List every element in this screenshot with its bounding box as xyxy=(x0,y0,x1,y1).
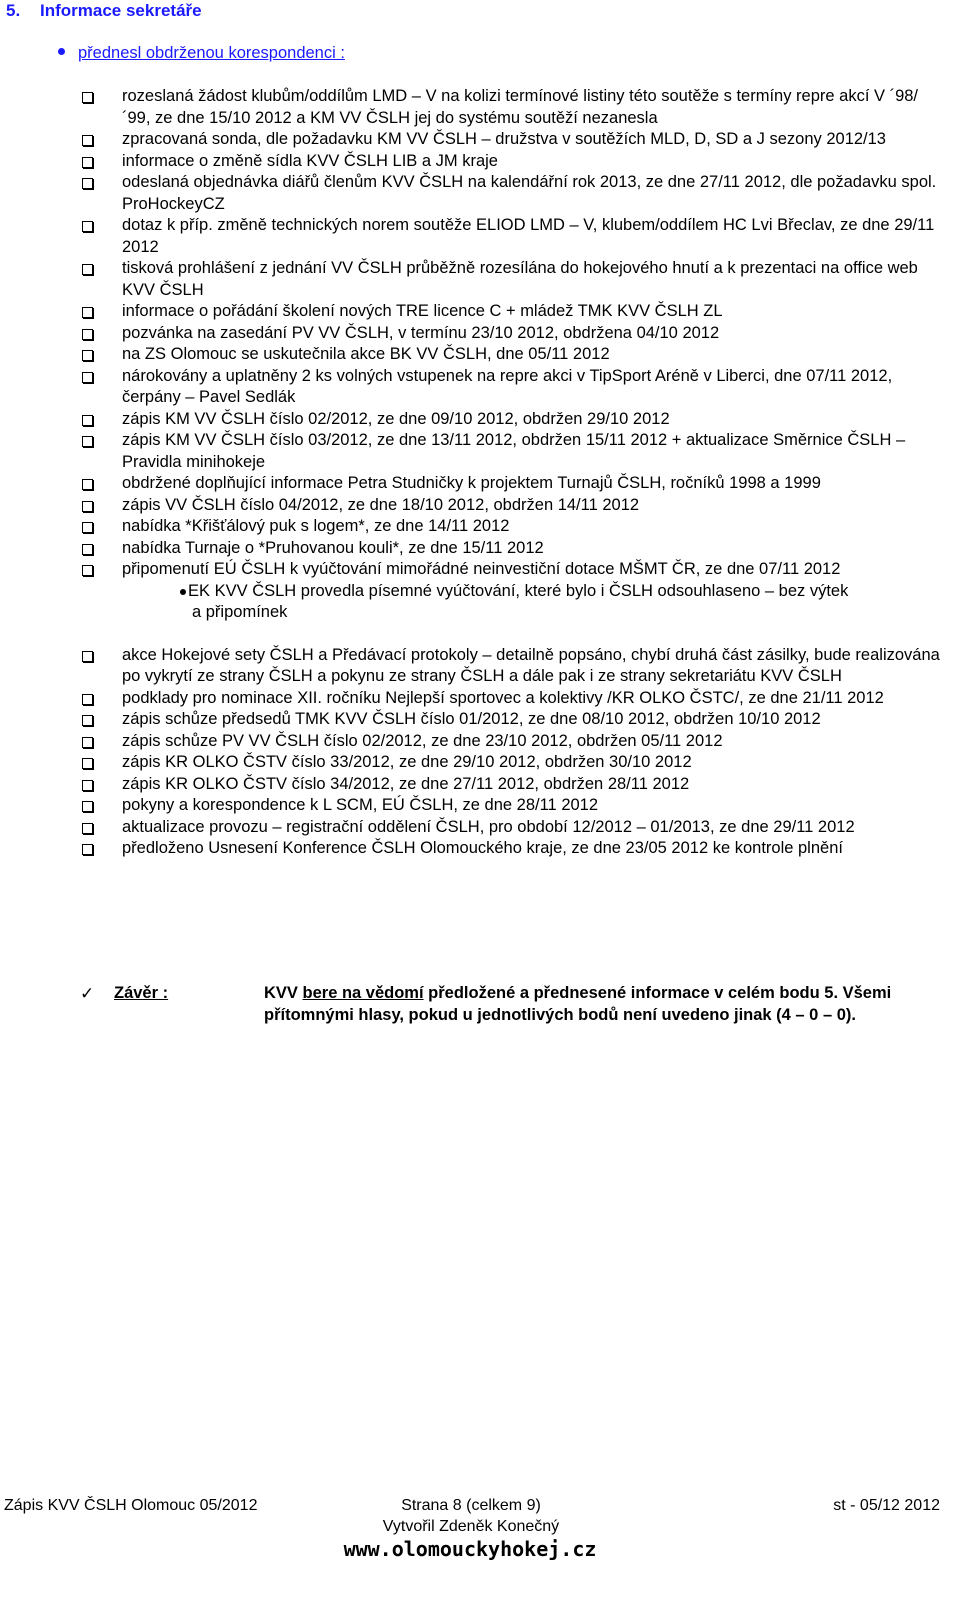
checkbox-icon xyxy=(82,823,93,834)
list-item-text: obdržené doplňující informace Petra Studničky k projektem Turnajů ČSLH, ročníků 1998 a 1999 xyxy=(122,474,821,492)
checkbox-icon xyxy=(82,221,93,232)
subheading xyxy=(58,43,345,65)
checkbox-icon xyxy=(82,715,93,726)
list-item xyxy=(80,409,940,431)
list-item-text: akce Hokejové sety ČSLH a Předávací protokoly – detailně popsáno, chybí druhá část zásilky, bude realizována po vykrytí ze strany ČSLH a pokynu ze strany ČSLH a dále pak i ze strany sekretariátu KVV ČSLH xyxy=(122,645,940,685)
conclusion-text-end: předložené a přednesené informace v celém bodu 5. Všemi přítomnými hlasy, pokud u jednotlivých bodů není uvedeno jinak (4 – 0 – 0). xyxy=(264,984,892,1024)
list-item xyxy=(80,774,940,796)
list-item xyxy=(80,151,940,173)
bullet-icon xyxy=(180,589,186,595)
sub-list-item xyxy=(122,581,940,624)
list-item-text: zápis schůze PV VV ČSLH číslo 02/2012, ze dne 23/10 2012, obdržen 05/11 2012 xyxy=(122,731,723,750)
footer-document-name: Zápis KVV ČSLH Olomouc 05/2012 xyxy=(4,1497,258,1514)
list-item-text: zápis KR OLKO ČSTV číslo 34/2012, ze dne 27/11 2012, obdržen 28/11 2012 xyxy=(122,774,690,793)
section-title xyxy=(6,0,202,22)
list-item xyxy=(80,430,940,473)
list-item-text: informace o změně sídla KVV ČSLH LIB a JM kraje xyxy=(122,151,498,170)
section-title-text: Informace sekretáře xyxy=(40,1,202,20)
list-item-text: připomenutí EÚ ČSLH k vyúčtování mimořádné neinvestiční dotace MŠMT ČR, ze dne 07/11 2012 xyxy=(122,560,841,578)
list-item-text: zápis VV ČSLH číslo 04/2012, ze dne 18/10 2012, obdržen 14/11 2012 xyxy=(122,495,640,514)
conclusion-text xyxy=(264,983,924,1026)
checkbox-icon xyxy=(82,372,93,383)
list-item xyxy=(80,258,940,301)
list-item-text: tisková prohlášení z jednání VV ČSLH průběžně rozesílána do hokejového hnutí a k prezentaci na office web KVV ČSLH xyxy=(122,259,918,299)
list-item xyxy=(80,215,940,258)
list-item xyxy=(80,559,940,624)
conclusion-label: Závěr : xyxy=(114,984,169,1002)
checkbox-icon xyxy=(82,436,93,447)
list-item xyxy=(80,731,940,753)
list-item xyxy=(80,495,940,517)
checkbox-icon xyxy=(82,135,93,146)
list-item-text: dotaz k příp. změně technických norem soutěže ELIOD LMD – V, klubem/oddílem HC Lvi Břeclav, ze dne 29/11 2012 xyxy=(122,216,935,256)
checkbox-icon xyxy=(82,565,93,576)
footer-page-number: Strana 8 (celkem 9) xyxy=(401,1497,541,1514)
list-item xyxy=(80,645,940,688)
checkbox-icon xyxy=(82,544,93,555)
checkbox-icon xyxy=(82,758,93,769)
list-item-text: podklady pro nominace XII. ročníku Nejlepší sportovec a kolektivy /KR OLKO ČSTC/, ze dne 21/11 2012 xyxy=(122,688,884,707)
checkbox-icon xyxy=(82,178,93,189)
checkbox-icon xyxy=(82,479,93,490)
list-item-text: rozeslaná žádost klubům/oddílům LMD – V na kolizi termínové listiny této soutěže s termíny repre akcí V ´98/´99, ze dne 15/10 2012 a KM VV ČSLH jej do systému soutěží nezanesla xyxy=(122,87,919,127)
checkbox-icon xyxy=(82,522,93,533)
checkbox-icon xyxy=(82,844,93,855)
list-item-text: zápis KR OLKO ČSTV číslo 33/2012, ze dne 29/10 2012, obdržen 30/10 2012 xyxy=(122,753,692,771)
list-item xyxy=(80,795,940,817)
list-item xyxy=(80,709,940,731)
checkbox-icon xyxy=(82,651,93,662)
section-number: 5. xyxy=(6,1,21,20)
list-item xyxy=(80,86,940,129)
conclusion-text-underlined: bere na vědomí xyxy=(302,984,424,1002)
list-item xyxy=(80,838,940,860)
list-item xyxy=(80,688,940,710)
footer-date: st - 05/12 2012 xyxy=(833,1497,940,1514)
checkbox-icon xyxy=(82,307,93,318)
list-item-text: předloženo Usnesení Konference ČSLH Olomouckého kraje, ze dne 23/05 2012 ke kontrole plnění xyxy=(122,839,843,857)
list-item-text: aktualizace provozu – registrační oddělení ČSLH, pro období 12/2012 – 01/2013, ze dne 29/11 2012 xyxy=(122,817,855,836)
list-item-text: informace o pořádání školení nových TRE licence C + mládež TMK KVV ČSLH ZL xyxy=(122,302,723,320)
list-item xyxy=(80,366,940,409)
checkbox-icon xyxy=(82,415,93,426)
checkbox-icon xyxy=(82,694,93,705)
list-item-text: zápis KM VV ČSLH číslo 03/2012, ze dne 13/11 2012, obdržen 15/11 2012 + aktualizace Směrnice ČSLH – Pravidla minihokeje xyxy=(122,431,906,471)
list-item xyxy=(80,752,940,774)
correspondence-list xyxy=(80,86,940,860)
checkbox-icon xyxy=(82,801,93,812)
list-item xyxy=(80,516,940,538)
list-item xyxy=(80,344,940,366)
list-item-text: zápis KM VV ČSLH číslo 02/2012, ze dne 09/10 2012, obdržen 29/10 2012 xyxy=(122,409,670,428)
checkbox-icon xyxy=(82,350,93,361)
checkbox-icon xyxy=(82,264,93,275)
checkbox-icon xyxy=(82,780,93,791)
list-item xyxy=(80,473,940,495)
subheading-text: přednesl obdrženou korespondenci : xyxy=(78,44,345,62)
list-item xyxy=(80,817,940,839)
list-item xyxy=(80,538,940,560)
spacer xyxy=(80,624,940,645)
footer-website: www.olomouckyhokej.cz xyxy=(343,1537,597,1561)
list-item xyxy=(80,172,940,215)
list-item-text: nabídka Turnaje o *Pruhovanou kouli*, ze dne 15/11 2012 xyxy=(122,538,544,557)
checkbox-icon xyxy=(82,92,93,103)
checkbox-icon xyxy=(82,737,93,748)
list-item-text: pokyny a korespondence k L SCM, EÚ ČSLH, ze dne 28/11 2012 xyxy=(122,796,599,814)
footer-author: Vytvořil Zdeněk Konečný xyxy=(382,1518,560,1535)
checkbox-icon xyxy=(82,329,93,340)
list-item-text: pozvánka na zasedání PV VV ČSLH, v termínu 23/10 2012, obdržena 04/10 2012 xyxy=(122,323,720,342)
sub-list-item-text: EK KVV ČSLH provedla písemné vyúčtování, které bylo i ČSLH odsouhlaseno – bez výtek xyxy=(188,581,849,600)
checkmark-icon: ✓ xyxy=(80,984,95,1003)
list-item-text: zápis schůze předsedů TMK KVV ČSLH číslo 01/2012, ze dne 08/10 2012, obdržen 10/10 2012 xyxy=(122,710,821,728)
footer-page-info xyxy=(360,1495,582,1537)
sub-list-item-continuation: a připomínek xyxy=(192,603,288,621)
list-item-text: zpracovaná sonda, dle požadavku KM VV ČSLH – družstva v soutěžích MLD, D, SD a J sezony 2012/13 xyxy=(122,130,886,148)
checkbox-icon xyxy=(82,157,93,168)
list-item xyxy=(80,301,940,323)
bullet-icon xyxy=(58,48,65,55)
list-item xyxy=(80,323,940,345)
list-item xyxy=(80,129,940,151)
list-item-text: odeslaná objednávka diářů členům KVV ČSLH na kalendářní rok 2013, ze dne 27/11 2012, dle požadavku spol. ProHockeyCZ xyxy=(122,173,937,213)
list-item-text: na ZS Olomouc se uskutečnila akce BK VV ČSLH, dne 05/11 2012 xyxy=(122,345,610,363)
list-item-text: nabídka *Křišťálový puk s logem*, ze dne 14/11 2012 xyxy=(122,517,510,535)
sub-list xyxy=(122,581,940,624)
checkbox-icon xyxy=(82,501,93,512)
conclusion-text-start: KVV xyxy=(264,984,303,1002)
list-item-text: nárokovány a uplatněny 2 ks volných vstupenek na repre akci v TipSport Aréně v Liberci, dne 07/11 2012, čerpány – Pavel Sedlák xyxy=(122,366,893,406)
